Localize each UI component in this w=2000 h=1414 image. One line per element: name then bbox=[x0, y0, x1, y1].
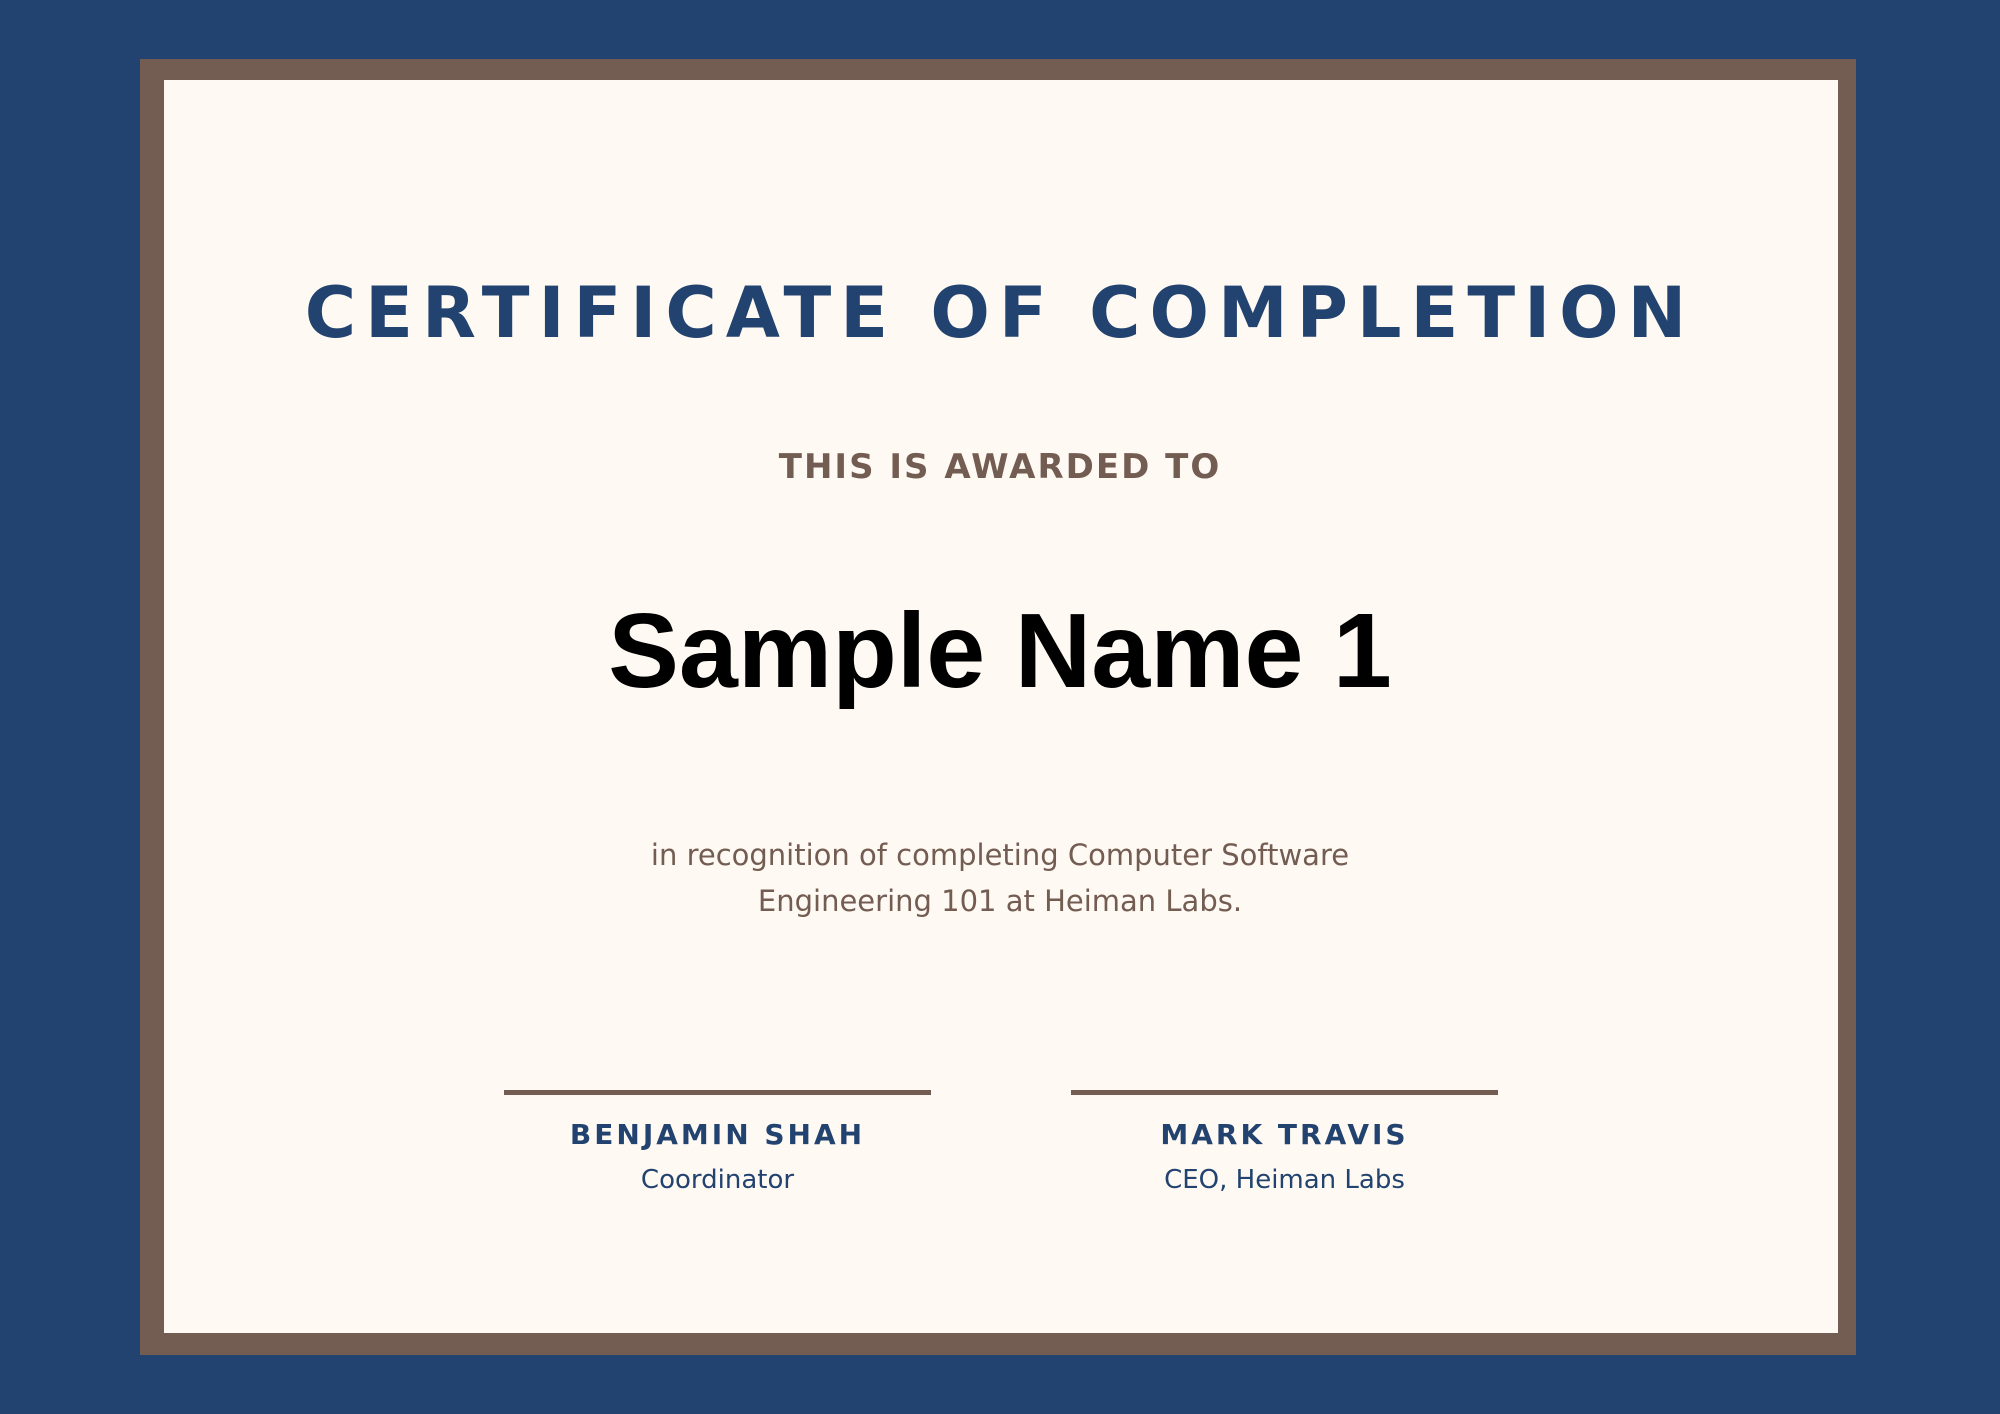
signature-line bbox=[1071, 1090, 1498, 1095]
recognition-text bbox=[600, 832, 1400, 924]
signatory-name: MARK TRAVIS bbox=[1160, 1118, 1409, 1151]
awarded-to-label: THIS IS AWARDED TO bbox=[778, 447, 1222, 487]
signature-line bbox=[504, 1090, 931, 1095]
recognition-line-2: Engineering 101 at Heiman Labs. bbox=[757, 884, 1243, 918]
signature-block-coordinator bbox=[504, 1090, 931, 1193]
signatory-role: Coordinator bbox=[640, 1165, 795, 1195]
signatory-name: BENJAMIN SHAH bbox=[569, 1118, 866, 1151]
recipient-name: Sample Name 1 bbox=[608, 592, 1392, 710]
recognition-line-1: in recognition of completing Computer Software bbox=[650, 838, 1350, 872]
signatory-role: CEO, Heiman Labs bbox=[1164, 1165, 1405, 1195]
certificate-title: CERTIFICATE OF COMPLETION bbox=[304, 272, 1696, 354]
signature-block-ceo bbox=[1071, 1090, 1498, 1193]
